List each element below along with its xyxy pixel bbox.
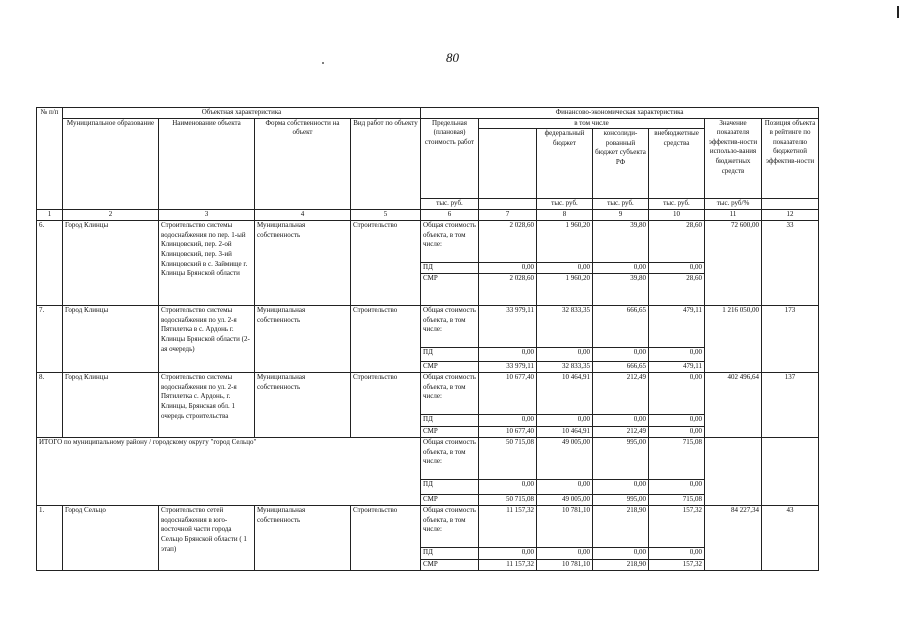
row-federal: 49 005,00 <box>537 495 593 506</box>
row-rank: 137 <box>762 373 819 438</box>
row-consolidated: 0,00 <box>593 263 649 274</box>
row-smr-label: СМР <box>421 427 479 438</box>
row-extrabudget: 715,08 <box>649 438 705 480</box>
row-federal: 49 005,00 <box>537 438 593 480</box>
row-municipality: Город Клинцы <box>63 221 159 306</box>
row-object-name: Строительство системы водоснабжения по пер. 1-ый Клинцовский, пер. 2-ой Клинцовский, пер. 3-ий Клинцовский в с. Займище г. Клинцы Брянской области <box>159 221 255 306</box>
row-extrabudget: 0,00 <box>649 373 705 415</box>
table-row <box>37 506 819 548</box>
row-federal: 0,00 <box>537 263 593 274</box>
row-smr-label: СМР <box>421 274 479 306</box>
row-number: 8. <box>37 373 63 438</box>
row-extrabudget: 0,00 <box>649 548 705 560</box>
row-municipality: Город Клинцы <box>63 306 159 373</box>
row-total: 0,00 <box>479 263 537 274</box>
row-federal: 10 464,91 <box>537 373 593 415</box>
header-empty <box>479 129 537 199</box>
header-municipality: Муниципальное образование <box>63 118 159 210</box>
row-total: 2 028,60 <box>479 274 537 306</box>
column-number: 8 <box>537 210 593 221</box>
unit-empty <box>479 199 537 210</box>
row-cost-label: Общая стоимость объекта, в том числе: <box>421 373 479 415</box>
row-object-name: Строительство системы водоснабжения по ул. 2-я Пятилетка с. Ардонь, г. Клинцы, Брянская обл. 1 очередь строительства <box>159 373 255 438</box>
row-consolidated: 0,00 <box>593 548 649 560</box>
row-indicator: 72 600,00 <box>705 221 762 306</box>
row-federal: 10 781,10 <box>537 560 593 571</box>
header-rank: Позиция объекта в рейтинге по показателю бюджетной эффектив-ности <box>762 118 819 199</box>
row-indicator: 402 496,64 <box>705 373 762 438</box>
row-rank: 173 <box>762 306 819 373</box>
column-number: 4 <box>255 210 351 221</box>
row-extrabudget: 479,11 <box>649 306 705 348</box>
row-consolidated: 666,65 <box>593 362 649 373</box>
header-finance-group: Финансово-экономическая характеристика <box>421 108 819 119</box>
row-consolidated: 995,00 <box>593 495 649 506</box>
itogo-label: ИТОГО по муниципальному району / городскому округу "город Сельцо" <box>37 438 421 506</box>
row-cost-label: Общая стоимость объекта, в том числе: <box>421 306 479 348</box>
row-work-type: Строительство <box>351 506 421 571</box>
row-total: 0,00 <box>479 415 537 427</box>
row-consolidated: 218,90 <box>593 560 649 571</box>
row-federal: 32 833,35 <box>537 362 593 373</box>
row-consolidated: 0,00 <box>593 480 649 495</box>
row-pd-label: ПД <box>421 263 479 274</box>
row-extrabudget: 28,60 <box>649 221 705 263</box>
unit-indicator: тыс. руб/% <box>705 199 762 210</box>
row-cost-label: Общая стоимость объекта, в том числе: <box>421 221 479 263</box>
row-consolidated: 212,49 <box>593 427 649 438</box>
header-limit-cost: Предельная (плановая) стоимость работ <box>421 118 479 199</box>
row-ownership: Муниципальная собственность <box>255 221 351 306</box>
table-header <box>37 108 819 221</box>
column-number: 6 <box>421 210 479 221</box>
row-ownership: Муниципальная собственность <box>255 373 351 438</box>
row-number: 7. <box>37 306 63 373</box>
unit-limit: тыс. руб. <box>421 199 479 210</box>
row-smr-label: СМР <box>421 560 479 571</box>
column-number: 11 <box>705 210 762 221</box>
header-including: в том числе <box>479 118 705 129</box>
unit-rank-empty <box>762 199 819 210</box>
row-number: 6. <box>37 221 63 306</box>
row-total: 0,00 <box>479 348 537 362</box>
row-consolidated: 39,80 <box>593 221 649 263</box>
row-total: 33 979,11 <box>479 362 537 373</box>
row-consolidated: 218,90 <box>593 506 649 548</box>
column-number: 10 <box>649 210 705 221</box>
row-total: 50 715,08 <box>479 438 537 480</box>
row-extrabudget: 479,11 <box>649 362 705 373</box>
row-federal: 32 833,35 <box>537 306 593 348</box>
column-numbers-row <box>37 210 819 221</box>
table-row <box>37 221 819 263</box>
row-extrabudget: 0,00 <box>649 480 705 495</box>
scan-edge-mark <box>897 6 899 18</box>
row-ownership: Муниципальная собственность <box>255 506 351 571</box>
row-consolidated: 212,49 <box>593 373 649 415</box>
row-work-type: Строительство <box>351 373 421 438</box>
row-extrabudget: 0,00 <box>649 427 705 438</box>
row-total: 0,00 <box>479 548 537 560</box>
column-number: 5 <box>351 210 421 221</box>
header-extrabudget: внебюджетные средства <box>649 129 705 199</box>
table-row <box>37 373 819 415</box>
header-federal: федеральный бюджет <box>537 129 593 199</box>
row-federal: 0,00 <box>537 415 593 427</box>
unit-federal: тыс. руб. <box>537 199 593 210</box>
row-smr-label: СМР <box>421 362 479 373</box>
row-total: 50 715,08 <box>479 495 537 506</box>
row-work-type: Строительство <box>351 306 421 373</box>
row-municipality: Город Клинцы <box>63 373 159 438</box>
unit-consolidated: тыс. руб. <box>593 199 649 210</box>
row-total: 11 157,32 <box>479 506 537 548</box>
table-body <box>37 221 819 571</box>
row-municipality: Город Сельцо <box>63 506 159 571</box>
header-work-type: Вид работ по объекту <box>351 118 421 210</box>
itogo-rank-empty <box>762 438 819 506</box>
row-smr-label: СМР <box>421 495 479 506</box>
row-rank: 43 <box>762 506 819 571</box>
table-row <box>37 438 819 480</box>
row-extrabudget: 0,00 <box>649 263 705 274</box>
row-federal: 1 960,20 <box>537 274 593 306</box>
row-consolidated: 666,65 <box>593 306 649 348</box>
row-consolidated: 39,80 <box>593 274 649 306</box>
row-indicator: 1 216 050,00 <box>705 306 762 373</box>
row-indicator: 84 227,34 <box>705 506 762 571</box>
column-number: 3 <box>159 210 255 221</box>
header-consolidated: консолиди-рованный бюджет субъекта РФ <box>593 129 649 199</box>
row-ownership: Муниципальная собственность <box>255 306 351 373</box>
row-extrabudget: 157,32 <box>649 506 705 548</box>
header-num: № п/п <box>37 108 63 210</box>
row-total: 0,00 <box>479 480 537 495</box>
column-number: 2 <box>63 210 159 221</box>
row-total: 33 979,11 <box>479 306 537 348</box>
row-extrabudget: 28,60 <box>649 274 705 306</box>
row-pd-label: ПД <box>421 480 479 495</box>
header-indicator: Значение показателя эффектив-ности использо-вания бюджетных средств <box>705 118 762 199</box>
column-number: 12 <box>762 210 819 221</box>
row-cost-label: Общая стоимость объекта, в том числе: <box>421 506 479 548</box>
header-object-name: Наименование объекта <box>159 118 255 210</box>
investment-objects-table <box>36 107 819 571</box>
row-total: 11 157,32 <box>479 560 537 571</box>
row-extrabudget: 0,00 <box>649 348 705 362</box>
unit-extrabudget: тыс. руб. <box>649 199 705 210</box>
header-ownership: Форма собственности на объект <box>255 118 351 210</box>
header-object-group: Объектная характеристика <box>63 108 421 119</box>
row-number: 1. <box>37 506 63 571</box>
column-number: 1 <box>37 210 63 221</box>
row-federal: 10 781,10 <box>537 506 593 548</box>
row-extrabudget: 157,32 <box>649 560 705 571</box>
row-total: 10 677,40 <box>479 373 537 415</box>
table-row <box>37 306 819 348</box>
itogo-indicator-empty <box>705 438 762 506</box>
row-pd-label: ПД <box>421 548 479 560</box>
row-pd-label: ПД <box>421 348 479 362</box>
page-number: 80 <box>446 50 459 65</box>
row-total: 10 677,40 <box>479 427 537 438</box>
row-extrabudget: 715,08 <box>649 495 705 506</box>
row-consolidated: 0,00 <box>593 415 649 427</box>
row-consolidated: 0,00 <box>593 348 649 362</box>
column-number: 9 <box>593 210 649 221</box>
row-federal: 10 464,91 <box>537 427 593 438</box>
row-federal: 0,00 <box>537 348 593 362</box>
row-pd-label: ПД <box>421 415 479 427</box>
row-federal: 1 960,20 <box>537 221 593 263</box>
row-consolidated: 995,00 <box>593 438 649 480</box>
row-federal: 0,00 <box>537 548 593 560</box>
row-work-type: Строительство <box>351 221 421 306</box>
row-total: 2 028,60 <box>479 221 537 263</box>
row-federal: 0,00 <box>537 480 593 495</box>
row-object-name: Строительство системы водоснабжения по ул. 2-я Пятилетка в с. Ардонь г. Клинцы Брянской области (2-ая очередь) <box>159 306 255 373</box>
row-extrabudget: 0,00 <box>649 415 705 427</box>
column-number: 7 <box>479 210 537 221</box>
row-rank: 33 <box>762 221 819 306</box>
row-cost-label: Общая стоимость объекта, в том числе: <box>421 438 479 480</box>
row-object-name: Строительство сетей водоснабжения в юго-восточной части города Сельцо Брянской области ( 1 этап) <box>159 506 255 571</box>
